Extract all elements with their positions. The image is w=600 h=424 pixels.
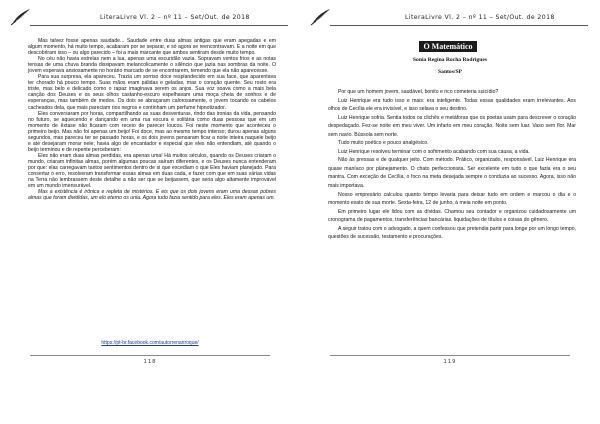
author-facebook-link[interactable]: https://pt-br.facebook.com/autorrenanroque/ xyxy=(101,340,199,346)
left-footer-divider xyxy=(30,355,270,356)
paragraph: Eles não eram duas almas perdidas, era apenas uma! Há muitos séculos, quando os Deuses criaram o mundo, criaram infinitas almas, porém algumas poucas saíram diferentes, e os Deuses nunca entenderam por que: elas carregavam tantos sentimentos dentro de si que excediam o que Eles haviam planejado. Para consertar o erro, resolveram transformar essas almas em duas cada, e fazer com que em suas várias vidas na Terra não lembrassem deste detalhe a não ser que se beijassem, que seria algo altamente improvável em um mundo imensurável. xyxy=(28,152,276,190)
right-page-number: 119 xyxy=(443,359,457,365)
article-author: Sonia Regina Rocha Rodrigues xyxy=(412,57,488,63)
paragraph: Em primeiro lugar ele lidou com as dívidas. Chamou seu contador e organizou cuidadosamente um cronograma de pagamentos, transferências bancárias, liquidações de títulos e coisas do gênero. xyxy=(328,208,576,224)
paragraph: Mas talvez fosse apenas saudade... Saudade entre duas almas antigas que eram apegadas e em algum momento, há muito tempo, acabaram por se separar, e só agora se reencontravam. E a noite em que descobriram isso – ou algo parecido – foi a mais marcante que ambos sentiram desde muito tempo. xyxy=(28,38,276,57)
closing-paragraph: Mas a existência é irônica e repleta de mistérios. E eis que os dois jovens eram uma dessas pobres almas que foram divididas, um elo eterno os unia. Agora tudo fazia sentido para eles. Eles eram apenas um. xyxy=(28,189,276,202)
paragraph: Não às pressas e de qualquer jeito. Com método. Prático, organizado, responsável, Luiz Henrique era quase maníaco por planejamento. O chato perfeccionista. Ser excelente em tudo o que fazia era o seu mantra. Com exceção de Cecília, o foco na meta desejada sempre o conduzia ao sucesso. Agora, isso não mais importava. xyxy=(328,157,576,190)
right-header-title: LiteraLivre Vl. 2 – nº 11 – Set/Out. de 2018 xyxy=(405,14,555,21)
right-body-text xyxy=(328,88,576,242)
paragraph: Por que um homem jovem, saudável, bonito e rico cometeria suicídio? xyxy=(338,89,499,95)
paragraph: Luiz Henrique era tudo isso e mais: era inteligente. Todas essas qualidades eram irrelevantes. Aos olhos de Cecília ele era invisível, e isso selava o seu destino. xyxy=(328,97,576,113)
paragraph: Luiz Henrique resolveu terminar com o sofrimento acabando com sua causa, a vida. xyxy=(338,148,530,155)
left-header-divider xyxy=(30,25,288,26)
left-header-title: LiteraLivre Vl. 2 – nº 11 – Set/Out. de 2018 xyxy=(100,14,250,21)
article-title: O Matemático xyxy=(419,41,477,52)
paragraph: Para sua surpresa, ela apareceu. Trazia um sorriso doce resplandecido em sua face, que aparentava ter chorado há pouco tempo. Suas mãos eram pálidas e geladas, mas o coração quente. Seu rosto era triste, mas belo e delicado como o rapaz imaginava serem os anjos. Sua voz soava como a mais bela canção dos Deuses e os seus olhos castanho-escuro espelhavam uma moça cheia de sonhos e de esperanças, mas também de medos. Os dois se abraçaram calorosamente, o jovem tocando os cabelos cacheados dela, que mais pareciam rios negros e continham um perfume hipnotizador. xyxy=(28,74,276,111)
paragraph: Nosso empresário calculou quanto tempo levaria para deixar tudo em ordem e marcou o dia e o momento exato de sua morte. Sexta-feira, 12 de junho, à meia noite em ponto. xyxy=(328,191,576,207)
paragraph: Eles conversaram por horas, compartilhando as suas desventuras, rindo das ironias da vida, pensando no futuro, se aquecendo e dançando em uma rua escura e solitária como duas pessoas que em um momento de êxtase não ficaram com receio de parecer loucos. Foi neste momento que aconteceu o primeiro beijo. Mas não foi apenas um beijo! Foi doce, mas ao mesmo tempo intenso; durou apenas alguns segundos, mas pareceu ter se passado horas, e os dois jovens pensaram ficar a noite inteira naquele beijo e até desejaram morar nele; havia algo de encantador e especial que eles não entendiam, até quando o beijo terminou e de repente perceberam: xyxy=(28,110,276,153)
right-page-header xyxy=(310,8,590,28)
paragraph: Luiz Henrique sofria. Sentia todos os clichês e metáforas que os poetas usam para descrever o coração despedaçado. Fez-se noite em meu viver. Um infarto em meu coração. Noite sem luar. Vaso sem flor. Mar sem navio. Bússola sem norte. xyxy=(328,114,576,138)
left-body-text xyxy=(28,38,276,201)
quill-pen-icon xyxy=(310,8,332,26)
paragraph: Tudo muito poético e pouco analgésico. xyxy=(338,140,429,147)
right-footer-divider xyxy=(330,355,570,356)
left-page-number: 118 xyxy=(143,359,157,365)
article-author-city: Santos/SP xyxy=(438,69,462,75)
paragraph: No céu não havia estrelas nem a lua, apenas uma escuridão vazia. Sopravam ventos frios e as notas tensas de uma chuva branda dissipavam melancolicamente o silêncio que jazia nas sombras da noite. O jovem esperava ansiosamente no horário marcado de se encontrarem, temendo que ela não aparecesse. xyxy=(28,56,276,75)
paragraph: A seguir tratou com o advogado, a quem confessou que pretendia partir para longe por um longo tempo, questões de sucessão, testamento e procurações. xyxy=(328,225,576,241)
quill-pen-icon xyxy=(10,8,32,26)
right-header-divider xyxy=(330,25,588,26)
left-page-header xyxy=(10,8,290,28)
